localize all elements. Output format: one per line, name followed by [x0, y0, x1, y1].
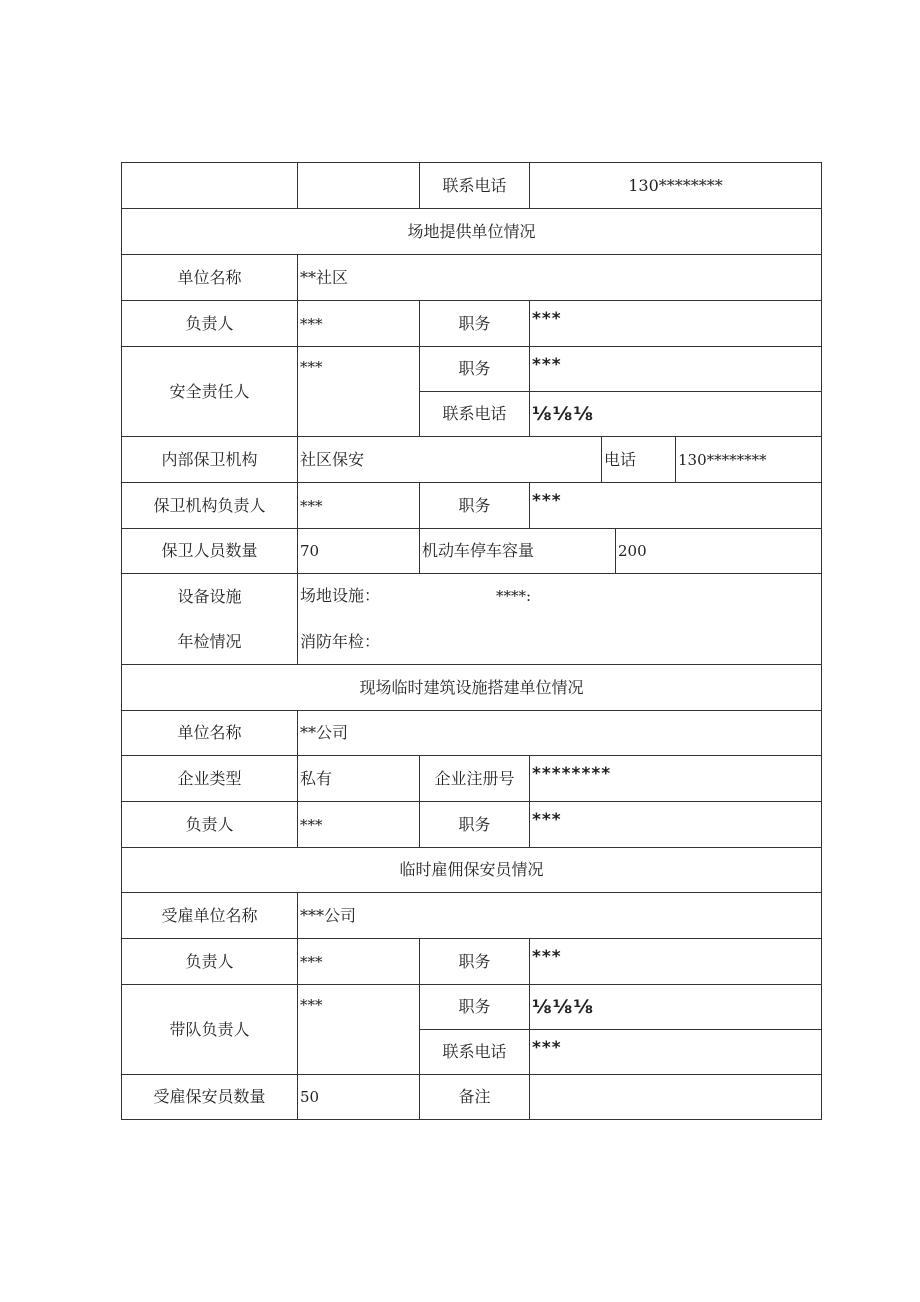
security-head-value: ***: [297, 482, 420, 529]
builder-section-title: 现场临时建筑设施搭建单位情况: [121, 664, 822, 711]
security-head-title-label: 职务: [419, 482, 530, 529]
equipment-value-cell: [297, 573, 822, 665]
builder-reg-value: ********: [529, 755, 822, 802]
security-org-value: 社区保安: [297, 436, 602, 483]
site-safety-value: ***: [297, 346, 420, 437]
team-leader-value: ***: [297, 984, 420, 1075]
site-unit-name-label: 单位名称: [121, 254, 298, 301]
top-blank-cell-2: [297, 162, 420, 209]
equipment-label-line1: 设备设施: [177, 586, 242, 606]
site-head-value: ***: [297, 300, 420, 347]
security-phone-label: 电话: [601, 436, 676, 483]
registration-form-table: [122, 163, 822, 1120]
builder-head-title-value: ***: [529, 801, 822, 848]
top-phone-label: 联系电话: [419, 162, 530, 209]
security-phone-value: 130********: [675, 436, 822, 483]
guards-head-title-label: 职务: [419, 938, 530, 985]
team-leader-title-label: 职务: [419, 984, 530, 1030]
equipment-label-line2: 年检情况: [177, 631, 242, 651]
guards-count-value: 70: [297, 528, 420, 574]
guards-head-title-value: ***: [529, 938, 822, 985]
employer-name-label: 受雇单位名称: [121, 892, 298, 939]
guards-head-value: ***: [297, 938, 420, 985]
top-phone-value: 130********: [529, 162, 822, 209]
parking-capacity-value: 200: [615, 528, 822, 574]
employer-name-value: ***公司: [297, 892, 822, 939]
builder-type-value: 私有: [297, 755, 420, 802]
employed-guards-count-value: 50: [297, 1074, 420, 1120]
team-leader-phone-label: 联系电话: [419, 1029, 530, 1075]
remark-label: 备注: [419, 1074, 530, 1120]
builder-reg-label: 企业注册号: [419, 755, 530, 802]
employed-guards-count-label: 受雇保安员数量: [121, 1074, 298, 1120]
site-safety-phone-value: ⅛⅛⅛: [529, 391, 822, 437]
guards-head-label: 负责人: [121, 938, 298, 985]
site-facilities-label: 场地设施：: [300, 586, 381, 605]
equipment-label: [121, 573, 298, 665]
team-leader-title-value: ⅛⅛⅛: [529, 984, 822, 1030]
top-blank-cell-1: [121, 162, 298, 209]
site-head-title-value: ***: [529, 300, 822, 347]
builder-head-title-label: 职务: [419, 801, 530, 848]
remark-value[interactable]: [529, 1074, 822, 1120]
site-safety-label: 安全责任人: [121, 346, 298, 437]
parking-capacity-label: 机动车停车容量: [419, 528, 616, 574]
team-leader-phone-value: ***: [529, 1029, 822, 1075]
site-head-label: 负责人: [121, 300, 298, 347]
site-safety-phone-label: 联系电话: [419, 391, 530, 437]
builder-head-label: 负责人: [121, 801, 298, 848]
builder-type-label: 企业类型: [121, 755, 298, 802]
builder-unit-name-label: 单位名称: [121, 710, 298, 756]
team-leader-label: 带队负责人: [121, 984, 298, 1075]
site-head-title-label: 职务: [419, 300, 530, 347]
security-head-label: 保卫机构负责人: [121, 482, 298, 529]
site-unit-name-value: **社区: [297, 254, 822, 301]
security-head-title-value: ***: [529, 482, 822, 529]
builder-head-value: ***: [297, 801, 420, 848]
guards-section-title: 临时雇佣保安员情况: [121, 847, 822, 893]
builder-unit-name-value: **公司: [297, 710, 822, 756]
fire-inspection-label: 消防年检：: [300, 632, 381, 651]
site-safety-title-label: 职务: [419, 346, 530, 392]
site-facilities-value: ****:: [496, 587, 532, 605]
site-provider-section-title: 场地提供单位情况: [121, 208, 822, 255]
security-org-label: 内部保卫机构: [121, 436, 298, 483]
site-safety-title-value: ***: [529, 346, 822, 392]
guards-count-label: 保卫人员数量: [121, 528, 298, 574]
